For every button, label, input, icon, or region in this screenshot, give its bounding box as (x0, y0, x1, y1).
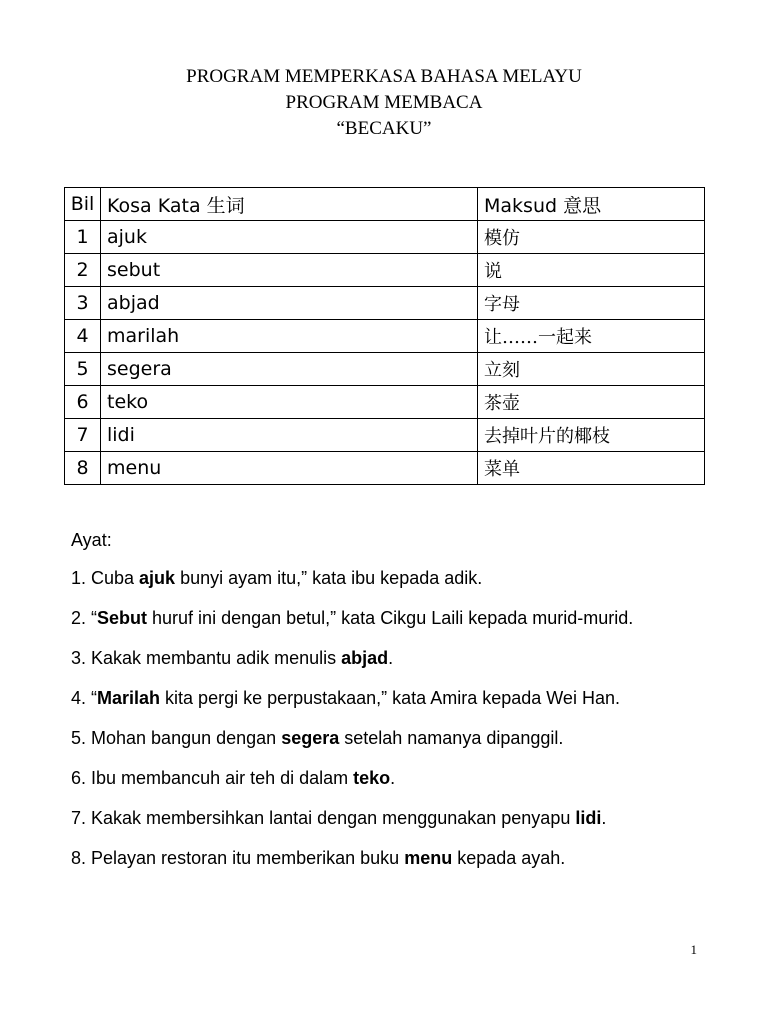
sentence-text: kepada ayah. (452, 848, 566, 868)
table-row (65, 254, 705, 287)
sentence-text: 7. Kakak membersihkan lantai dengan menggunakan penyapu (71, 808, 576, 828)
row-meaning: 说 (478, 254, 705, 287)
row-number: 2 (65, 254, 101, 287)
table-row (65, 452, 705, 485)
row-meaning: 立刻 (478, 353, 705, 386)
sentence-item (71, 565, 711, 591)
row-number: 8 (65, 452, 101, 485)
row-number: 4 (65, 320, 101, 353)
vocabulary-table (64, 187, 705, 485)
table-row (65, 386, 705, 419)
title-line-3: “BECAKU” (336, 118, 432, 139)
row-meaning: 菜单 (478, 452, 705, 485)
sentence-text: . (388, 648, 394, 668)
sentence-keyword: segera (281, 728, 340, 748)
header-bil: Bil (65, 188, 101, 221)
example-sentences (71, 527, 711, 885)
table-header-row (65, 188, 705, 221)
sentence-keyword: ajuk (139, 568, 176, 588)
sentence-item (71, 765, 711, 791)
sentence-text: 5. Mohan bangun dengan (71, 728, 282, 748)
sentence-text: 2. “ (71, 608, 98, 628)
row-meaning: 去掉叶片的椰枝 (478, 419, 705, 452)
row-number: 6 (65, 386, 101, 419)
row-number: 3 (65, 287, 101, 320)
row-word: marilah (101, 320, 478, 353)
sentences-heading: Ayat: (71, 530, 112, 550)
row-meaning: 茶壶 (478, 386, 705, 419)
sentence-keyword: teko (353, 768, 391, 788)
header-kosa-kata: Kosa Kata 生词 (101, 188, 478, 221)
row-word: segera (101, 353, 478, 386)
sentence-text: setelah namanya dipanggil. (339, 728, 564, 748)
sentence-item (71, 805, 711, 831)
sentence-keyword: lidi (575, 808, 602, 828)
document-title (0, 64, 768, 142)
row-word: abjad (101, 287, 478, 320)
sentence-text: huruf ini dengan betul,” kata Cikgu Laili kepada murid-murid. (147, 608, 634, 628)
sentence-keyword: Sebut (97, 608, 148, 628)
sentence-text: 3. Kakak membantu adik menulis (71, 648, 342, 668)
row-meaning: 模仿 (478, 221, 705, 254)
table-row (65, 320, 705, 353)
sentence-item (71, 685, 711, 711)
sentence-item (71, 725, 711, 751)
sentence-text: . (390, 768, 396, 788)
table-row (65, 419, 705, 452)
title-line-2: PROGRAM MEMBACA (285, 92, 483, 113)
sentence-text: 4. “ (71, 688, 98, 708)
row-meaning: 字母 (478, 287, 705, 320)
sentence-keyword: menu (404, 848, 453, 868)
table-row (65, 221, 705, 254)
table-row (65, 287, 705, 320)
row-word: lidi (101, 419, 478, 452)
row-meaning: 让……一起来 (478, 320, 705, 353)
row-number: 1 (65, 221, 101, 254)
sentence-item (71, 645, 711, 671)
sentence-text: bunyi ayam itu,” kata ibu kepada adik. (175, 568, 483, 588)
row-word: sebut (101, 254, 478, 287)
row-word: teko (101, 386, 478, 419)
sentence-item (71, 605, 711, 631)
row-number: 7 (65, 419, 101, 452)
title-line-1: PROGRAM MEMPERKASA BAHASA MELAYU (186, 66, 582, 87)
sentence-text: 8. Pelayan restoran itu memberikan buku (71, 848, 405, 868)
row-word: menu (101, 452, 478, 485)
sentence-item (71, 845, 711, 871)
sentence-text: kita pergi ke perpustakaan,” kata Amira kepada Wei Han. (160, 688, 620, 708)
header-maksud: Maksud 意思 (478, 188, 705, 221)
row-word: ajuk (101, 221, 478, 254)
sentence-keyword: Marilah (97, 688, 161, 708)
sentence-text: . (601, 808, 607, 828)
sentence-text: 6. Ibu membancuh air teh di dalam (71, 768, 354, 788)
page-number: 1 (690, 942, 697, 957)
sentence-text: 1. Cuba (71, 568, 140, 588)
table-row (65, 353, 705, 386)
sentence-keyword: abjad (341, 648, 389, 668)
row-number: 5 (65, 353, 101, 386)
